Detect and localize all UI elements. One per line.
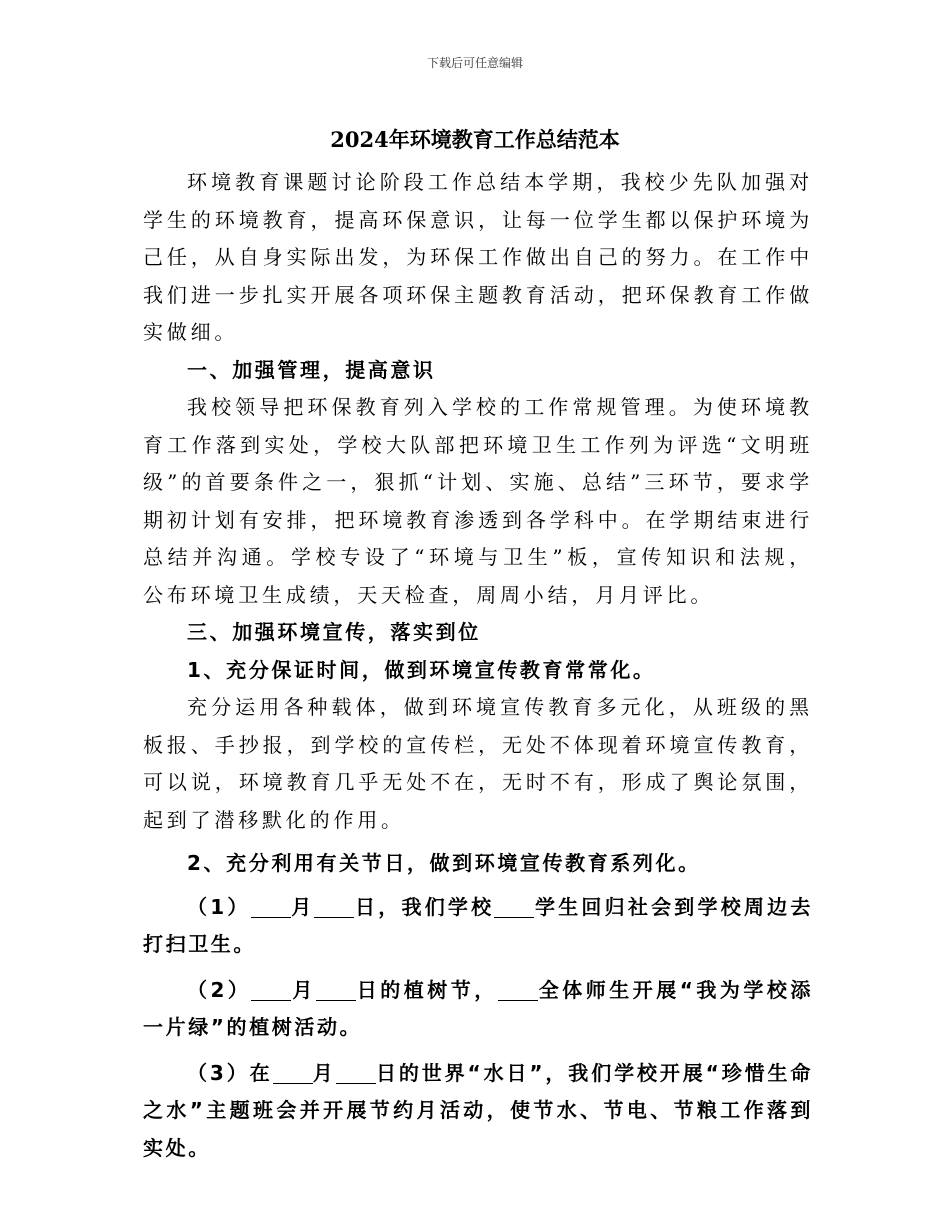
paragraph-intro: 环境教育课题讨论阶段工作总结本学期，我校少先队加强对学生的环境教育，提高环保意识，让每一位学生都以保护环境为己任，从自身实际出发，为环保工作做出自己的努力。在工作中我们进一步扎实开展各项环保主题教育活动，把环保教育工作做实做细。 (143, 170, 813, 344)
section-heading-3: 三、加强环境宣传，落实到位 (187, 620, 481, 644)
list-item-2-rest: 全体师生开展“我为学校添一片绿”的植树活动。 (143, 977, 813, 1039)
list-item-2-prefix: （2） (187, 977, 252, 1002)
section-heading-1: 一、加强管理，提高意识 (187, 357, 436, 382)
list-item-1-rest: 学生回归社会到学校周边去打扫卫生。 (143, 894, 813, 956)
list-item-1-prefix: （1） (187, 894, 251, 919)
fill-blank (498, 980, 538, 1001)
list-item-2-mid: 日的植树节， (355, 977, 498, 1002)
paragraph-publicity: 充分运用各种载体，做到环境宣传教育多元化，从班级的黑板报、手抄报，到学校的宣传栏，无处不体现着环境宣传教育，可以说，环境教育几乎无处不在，无时不有，形成了舆论氛围，起到了潜移默化的作用。 (143, 695, 813, 832)
paragraph-management: 我校领导把环保教育列入学校的工作常规管理。为使环境教育工作落到实处，学校大队部把环境卫生工作列为评选“文明班级”的首要条件之一，狠抓“计划、实施、总结”三环节，要求学期初计划有安排，把环境教育渗透到各学科中。在学期结束进行总结并沟通。学校专设了“环境与卫生”板，宣传知识和法规，公布环境卫生成绩，天天检查，周周小结，月月评比。 (143, 395, 813, 607)
list-item-2 (143, 972, 813, 1047)
list-item-3-rest: 日的世界“水日”，我们学校开展“珍惜生命之水”主题班会并开展节约月活动，使节水、节电、节粮工作落到实处。 (143, 1060, 813, 1160)
fill-blank (251, 980, 291, 1001)
list-item-2-month: 月 (291, 977, 316, 1002)
fill-blank (251, 897, 291, 918)
subsection-heading-2: 2、充分利用有关节日，做到环境宣传教育系列化。 (187, 851, 701, 875)
fill-blank (494, 897, 534, 918)
fill-blank (314, 897, 354, 918)
document-title: 2024年环境教育工作总结范本 (330, 127, 620, 152)
list-item-1-mid: 日，我们学校 (354, 894, 495, 919)
document-body (143, 164, 813, 1167)
fill-blank (336, 1063, 376, 1084)
list-item-3-month: 月 (312, 1060, 336, 1085)
header-note: 下载后可任意编辑 (426, 56, 523, 70)
list-item-1 (143, 889, 813, 964)
fill-blank (273, 1063, 313, 1084)
list-item-3 (143, 1055, 813, 1168)
list-item-1-month: 月 (290, 894, 315, 919)
fill-blank (316, 980, 356, 1001)
list-item-3-prefix: （3）在 (187, 1060, 273, 1085)
subsection-heading-1: 1、充分保证时间，做到环境宣传教育常常化。 (187, 657, 656, 682)
